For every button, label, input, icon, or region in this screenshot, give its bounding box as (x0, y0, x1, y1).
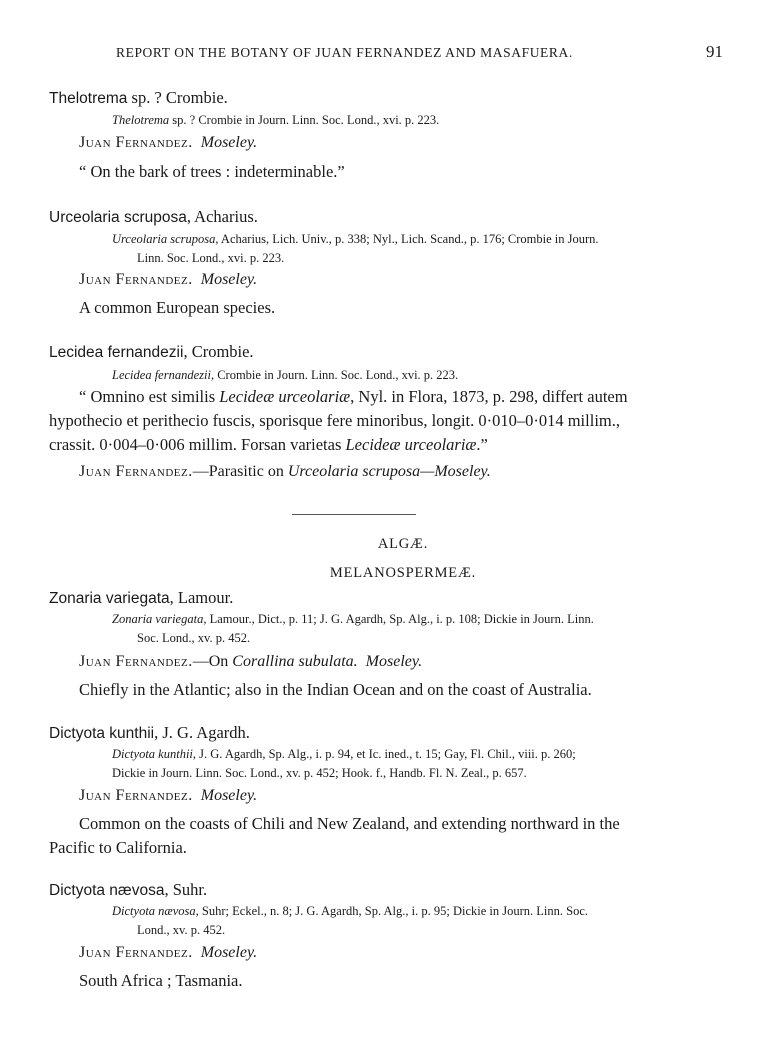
citation-text: sp. ? Crombie in Journ. Linn. Soc. Lond., xvi. p. 223. (169, 113, 440, 127)
species-heading-urceolaria (49, 207, 258, 227)
quote-line-1 (79, 387, 628, 407)
collector: Moseley. (365, 653, 423, 670)
page-number: 91 (706, 42, 723, 61)
citation-naevosa (112, 902, 732, 939)
locality-place: Juan Fernandez. (79, 463, 193, 480)
quote-text: crassit. 0·004–0·006 millim. Forsan varietas (49, 435, 346, 454)
species-heading-naevosa (49, 880, 207, 900)
locality-text: —Parasitic on (192, 463, 288, 480)
species-name: Lecidea fernandezii (49, 344, 184, 361)
locality-kunthii (79, 787, 257, 805)
citation-lecidea (112, 366, 458, 384)
citation-urceolaria (112, 230, 732, 267)
locality-thelotrema (79, 134, 257, 152)
note-thelotrema: “ On the bark of trees : indeterminable.” (79, 162, 345, 181)
quote-text: “ Omnino est similis (79, 387, 220, 406)
locality-urceolaria (79, 271, 257, 289)
collector: Moseley. (200, 944, 258, 961)
citation-kunthii (112, 745, 732, 782)
species-heading-lecidea (49, 342, 254, 362)
citation-name: Urceolaria scruposa (112, 232, 216, 246)
species-name: Urceolaria scruposa (49, 209, 187, 226)
section-divider (292, 514, 416, 515)
note-zonaria: Chiefly in the Atlantic; also in the Indian Ocean and on the coast of Australia. (79, 680, 592, 699)
running-header: REPORT ON THE BOTANY OF JUAN FERNANDEZ AND MASAFUERA. (116, 45, 573, 60)
species-heading-zonaria (49, 588, 233, 608)
citation-text-2: Soc. Lond., xv. p. 452. (137, 630, 251, 645)
quote-taxon: Lecideæ urceolariæ (345, 435, 477, 454)
species-authority: sp. ? Crombie. (127, 88, 228, 107)
quote-taxon: Lecideæ urceolariæ (219, 387, 351, 406)
collector: Moseley. (200, 134, 258, 151)
section-subtitle: MELANOSPERMEÆ. (329, 565, 477, 581)
citation-name: Dictyota nævosa (112, 904, 196, 918)
locality-place: Juan Fernandez. (79, 134, 193, 151)
locality-lecidea (79, 463, 491, 481)
quote-text: .” (476, 435, 488, 454)
locality-place: Juan Fernandez. (79, 271, 193, 288)
locality-place: Juan Fernandez. (79, 787, 193, 804)
locality-zonaria (79, 653, 422, 671)
citation-text: , Lamour., Dict., p. 11; J. G. Agardh, Sp. Alg., i. p. 108; Dickie in Journ. Linn. (203, 612, 594, 626)
citation-thelotrema (112, 111, 439, 129)
collector: Moseley. (200, 787, 258, 804)
species-heading-kunthii (49, 723, 250, 743)
host: Urceolaria scruposa (287, 463, 421, 480)
citation-text: , J. G. Agardh, Sp. Alg., i. p. 94, et Ic. ined., t. 15; Gay, Fl. Chil., viii. p. 260; (192, 747, 576, 761)
species-authority: , Suhr. (164, 880, 208, 899)
citation-text: , Crombie in Journ. Linn. Soc. Lond., xvi. p. 223. (210, 368, 459, 382)
species-name: Zonaria variegata (49, 590, 170, 607)
citation-zonaria (112, 610, 732, 647)
species-authority: , Crombie. (183, 342, 254, 361)
species-authority: , Acharius. (186, 207, 258, 226)
host: Corallina subulata. (232, 653, 358, 670)
species-authority: , J. G. Agardh. (154, 723, 250, 742)
note-naevosa: South Africa ; Tasmania. (79, 971, 243, 990)
locality-text: —On (192, 653, 233, 670)
species-name: Dictyota nævosa (49, 882, 165, 899)
note-urceolaria: A common European species. (79, 298, 276, 317)
locality-place: Juan Fernandez. (79, 653, 193, 670)
citation-text-2: Linn. Soc. Lond., xvi. p. 223. (137, 250, 285, 265)
collector: Moseley. (200, 271, 258, 288)
citation-name: Dictyota kunthii (112, 747, 193, 761)
species-authority: , Lamour. (169, 588, 234, 607)
species-heading-thelotrema (49, 88, 228, 108)
locality-place: Juan Fernandez. (79, 944, 193, 961)
citation-name: Lecidea fernandezii (112, 368, 211, 382)
quote-text: , Nyl. in Flora, 1873, p. 298, differt autem (350, 387, 628, 406)
species-name: Thelotrema (49, 90, 128, 107)
citation-name: Zonaria variegata (112, 612, 204, 626)
collector: —Moseley. (420, 463, 491, 480)
citation-name: Thelotrema (112, 113, 170, 127)
species-name: Dictyota kunthii (49, 725, 155, 742)
citation-text-2: Lond., xv. p. 452. (137, 922, 226, 937)
note-kunthii-2: Pacific to California. (49, 838, 187, 857)
citation-text: , Suhr; Eckel., n. 8; J. G. Agardh, Sp. Alg., i. p. 95; Dickie in Journ. Linn. Soc. (195, 904, 589, 918)
quote-line-2: hypothecio et perithecio fuscis, sporisque fere minoribus, longit. 0·010–0·014 millim., (49, 411, 620, 430)
quote-line-3 (49, 435, 488, 455)
note-kunthii-1: Common on the coasts of Chili and New Zealand, and extending northward in the (79, 814, 620, 833)
section-title: ALGÆ. (377, 536, 429, 552)
locality-naevosa (79, 944, 257, 962)
citation-text-2: Dickie in Journ. Linn. Soc. Lond., xv. p. 452; Hook. f., Handb. Fl. N. Zeal., p. 657. (112, 765, 527, 780)
citation-text: , Acharius, Lich. Univ., p. 338; Nyl., Lich. Scand., p. 176; Crombie in Journ. (215, 232, 599, 246)
